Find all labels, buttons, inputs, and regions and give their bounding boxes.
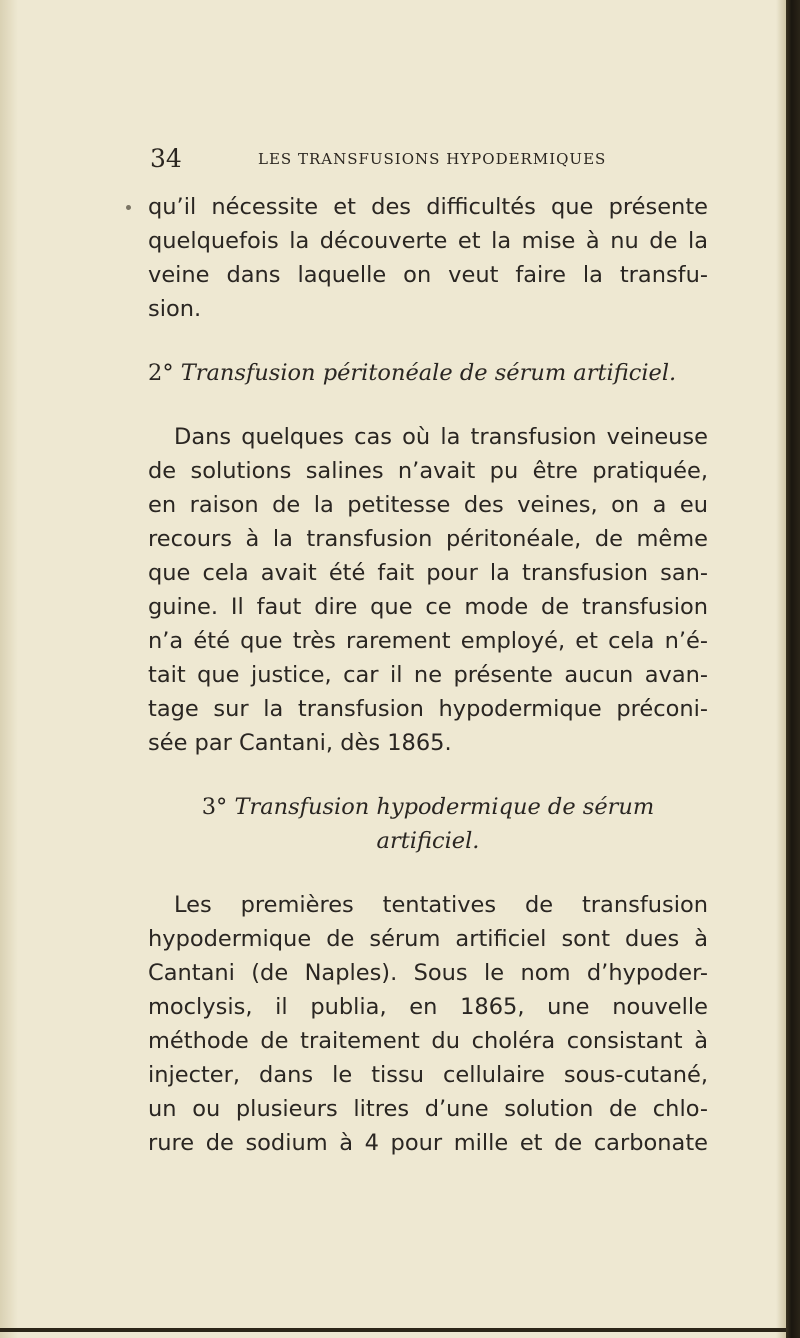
section-title-continued: artificiel. — [376, 828, 480, 854]
text-line: moclysis, il publia, en 1865, une nouvelle — [148, 994, 708, 1020]
text-line: sion. — [148, 296, 202, 322]
spacer — [148, 326, 708, 356]
page-bottom-edge — [0, 1328, 786, 1332]
text-line: hypodermique de sérum artificiel sont dues à — [148, 926, 708, 952]
section-title: Transfusion hypodermique de sérum — [234, 794, 655, 820]
text-line: Cantani (de Naples). Sous le nom d’hypoder- — [148, 960, 708, 986]
spacer — [148, 760, 708, 790]
section-title: Transfusion péritonéale de sérum artificiel. — [180, 360, 677, 386]
book-binding-edge — [786, 0, 800, 1338]
text-line: méthode de traitement du choléra consistant à — [148, 1028, 708, 1054]
text-line: n’a été que très rarement employé, et cela n’é- — [148, 628, 708, 654]
section-heading-3 — [148, 790, 708, 824]
section-number: 3° — [201, 794, 228, 820]
page-left-edge — [0, 0, 18, 1338]
spacer — [148, 858, 708, 888]
text-line: de solutions salines n’avait pu être pratiquée, — [148, 458, 708, 484]
spacer — [148, 390, 708, 420]
section-number: 2° — [148, 360, 174, 386]
body-text — [148, 190, 708, 1160]
text-line: en raison de la petitesse des veines, on a eu — [148, 492, 708, 518]
text-line: sée par Cantani, dès 1865. — [148, 730, 452, 756]
section-heading-2 — [148, 356, 708, 390]
text-line: guine. Il faut dire que ce mode de transfusion — [148, 594, 708, 620]
text-line: tage sur la transfusion hypodermique préconi- — [148, 696, 708, 722]
text-line: rure de sodium à 4 pour mille et de carbonate — [148, 1130, 708, 1156]
text-line: quelquefois la découverte et la mise à nu de la — [148, 228, 708, 254]
text-line: injecter, dans le tissu cellulaire sous-cutané, — [148, 1062, 708, 1088]
text-line: recours à la transfusion péritonéale, de même — [148, 526, 708, 552]
text-line: que cela avait été fait pour la transfusion san- — [148, 560, 708, 586]
text-line: veine dans laquelle on veut faire la transfu- — [148, 262, 708, 288]
text-line: qu’il nécessite et des difficultés que présente — [148, 194, 708, 220]
text-line: Dans quelques cas où la transfusion veineuse — [174, 424, 708, 450]
page-header — [150, 144, 710, 178]
page-right-shadow — [776, 0, 786, 1338]
margin-dot — [126, 205, 131, 210]
running-title: LES TRANSFUSIONS HYPODERMIQUES — [258, 150, 607, 168]
page-number: 34 — [150, 144, 182, 173]
text-line: un ou plusieurs litres d’une solution de chlo- — [148, 1096, 708, 1122]
text-line: Les premières tentatives de transfusion — [174, 892, 708, 918]
text-line: tait que justice, car il ne présente aucun avan- — [148, 662, 708, 688]
